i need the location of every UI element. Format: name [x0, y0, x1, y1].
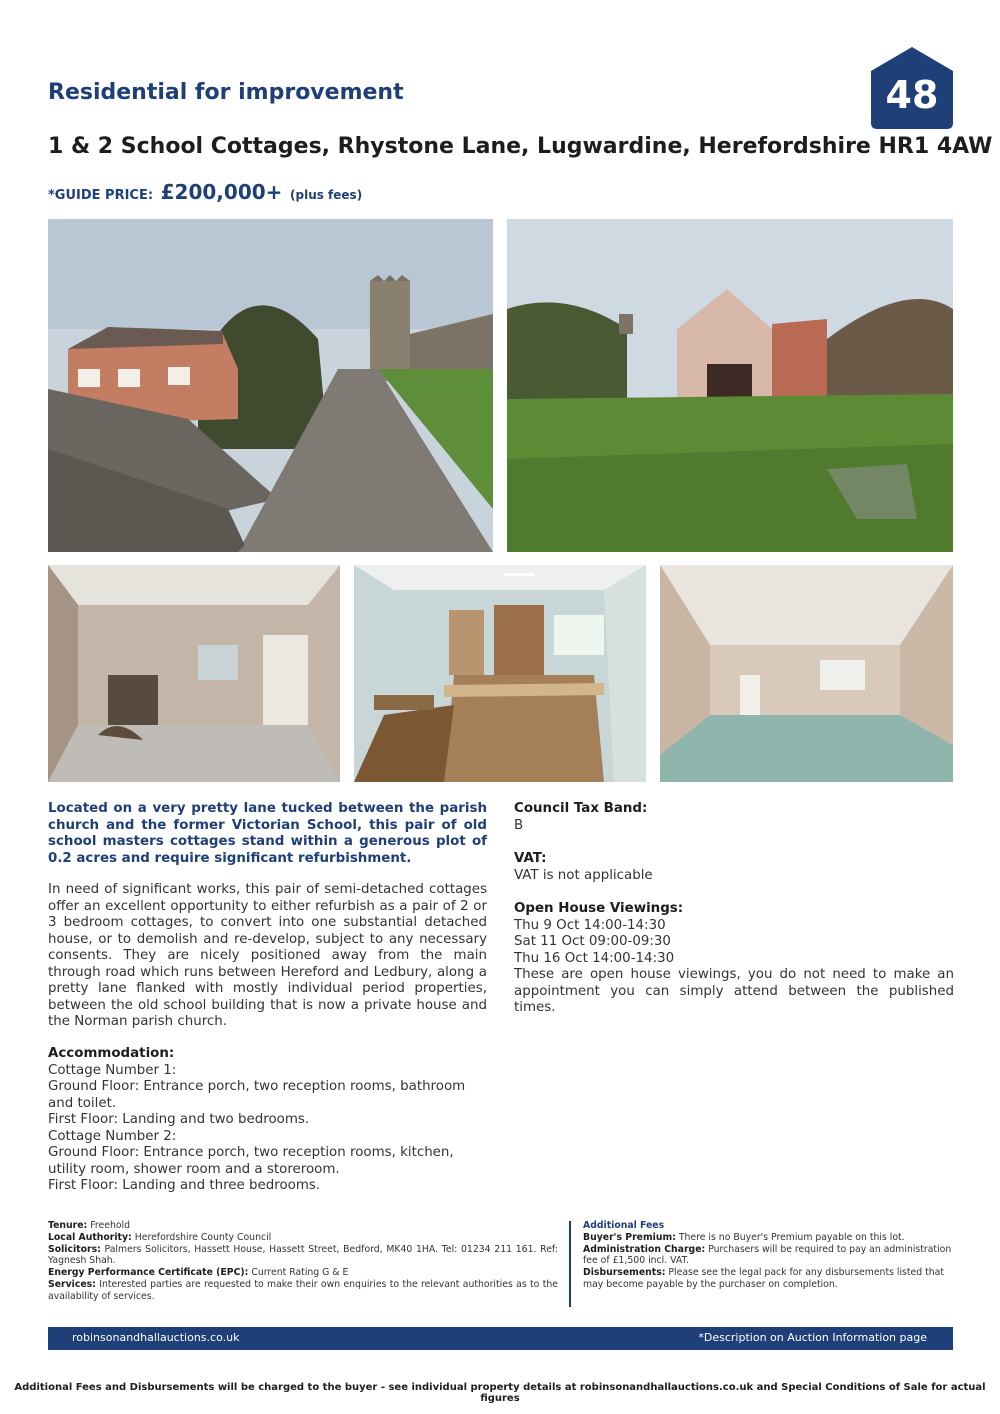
photo-bedroom: [660, 565, 953, 782]
services-label: Services:: [48, 1278, 96, 1290]
vat-label: VAT:: [514, 851, 547, 866]
intro-summary: Located on a very pretty lane tucked between the parish church and the former Victorian School, this pair of old school masters cottages stand within a generous plot of 0.2 acres and require significant refurbishment.: [48, 801, 487, 866]
description-body: In need of significant works, this pair of semi-detached cottages offer an excellent opportunity to either refurbish as a pair of 2 or 3 bedroom cottages, to convert into one substantial detached house, or to demolish and re-develop, subject to any necessary consents. They are nicely positioned away from the main through road which runs between Hereford and Ledbury, along a pretty lane flanked with mostly individual period properties, between the old school building that is now a private house and the Norman parish church.: [48, 882, 487, 1029]
website-link[interactable]: robinsonandhallauctions.co.uk: [72, 1331, 240, 1344]
viewing-slot: Sat 11 Oct 09:00-09:30: [514, 934, 671, 949]
accommodation-section: [48, 1046, 487, 1195]
accommodation-line: Cottage Number 2:: [48, 1128, 177, 1144]
solicitors-label: Solicitors:: [48, 1243, 101, 1255]
accommodation-line: First Floor: Landing and two bedrooms.: [48, 1112, 310, 1127]
accommodation-line: Ground Floor: Entrance porch, two reception rooms, kitchen, utility room, shower room and a storeroom.: [48, 1145, 454, 1177]
solicitors-value: Palmers Solicitors, Hassett House, Hassett Street, Bedford, MK40 1HA. Tel: 01234 211 161. Ref: Yagnesh Shah.: [48, 1243, 558, 1267]
accommodation-heading: Accommodation:: [48, 1046, 175, 1061]
property-details: [514, 801, 954, 1034]
premium-label: Buyer's Premium:: [583, 1231, 676, 1243]
footer-bar: [48, 1327, 953, 1350]
accommodation-line: First Floor: Landing and three bedrooms.: [48, 1178, 321, 1193]
epc-label: Energy Performance Certificate (EPC):: [48, 1267, 249, 1279]
photo-exterior-lane: [48, 219, 493, 552]
disbursements-label: Disbursements:: [583, 1267, 666, 1279]
property-address: 1 & 2 School Cottages, Rhystone Lane, Lugwardine, Herefordshire HR1 4AW: [48, 134, 993, 159]
tenure-value: Freehold: [90, 1220, 131, 1231]
lot-number: 48: [885, 73, 939, 117]
accommodation-line: Ground Floor: Entrance porch, two reception rooms, bathroom and toilet.: [48, 1079, 466, 1111]
photo-interior-fireplace: [48, 565, 340, 782]
viewings-label: Open House Viewings:: [514, 901, 684, 916]
admin-label: Administration Charge:: [583, 1243, 706, 1255]
accommodation-line: Cottage Number 1:: [48, 1062, 177, 1078]
disbursements-value: Please see the legal pack for any disbursements listed that may become payable by the purchaser on completion.: [583, 1267, 945, 1290]
authority-value: Herefordshire County Council: [134, 1231, 272, 1243]
category-heading: Residential for improvement: [48, 80, 404, 105]
photo-rear-garden: [507, 219, 953, 552]
guide-price-label: *GUIDE PRICE:: [48, 188, 154, 203]
photo-kitchen: [354, 565, 646, 782]
guide-price: [48, 180, 362, 204]
services-value: Interested parties are requested to make their own enquiries to the relevant authorities as to the availability of services.: [48, 1278, 558, 1302]
guide-price-fees: (plus fees): [290, 188, 363, 202]
tenure-label: Tenure:: [48, 1220, 88, 1231]
footer-note: *Description on Auction Information page: [698, 1331, 927, 1344]
legal-details: [48, 1220, 558, 1303]
premium-value: There is no Buyer's Premium payable on this lot.: [678, 1231, 905, 1243]
admin-value: Purchasers will be required to pay an administration fee of £1,500 incl. VAT.: [583, 1243, 952, 1267]
council-tax-value: B: [514, 817, 524, 833]
council-tax-label: Council Tax Band:: [514, 801, 648, 816]
lot-badge: [871, 47, 953, 129]
bottom-disclaimer: Additional Fees and Disbursements will be charged to the buyer - see individual property details at robinsonandhallauctions.co.uk and Special Conditions of Sale for actual figures: [14, 1382, 986, 1404]
authority-label: Local Authority:: [48, 1231, 132, 1243]
viewings-note: These are open house viewings, you do not need to make an appointment you can simply attend between the published times.: [514, 967, 954, 1015]
vat-value: VAT is not applicable: [514, 867, 653, 883]
epc-value: Current Rating G & E: [251, 1267, 349, 1279]
column-divider: [569, 1221, 571, 1307]
viewing-slot: Thu 9 Oct 14:00-14:30: [514, 917, 666, 933]
guide-price-value: £200,000+: [160, 180, 283, 204]
fees-heading: Additional Fees: [583, 1220, 665, 1231]
viewing-slot: Thu 16 Oct 14:00-14:30: [514, 950, 675, 966]
additional-fees: [583, 1220, 955, 1291]
